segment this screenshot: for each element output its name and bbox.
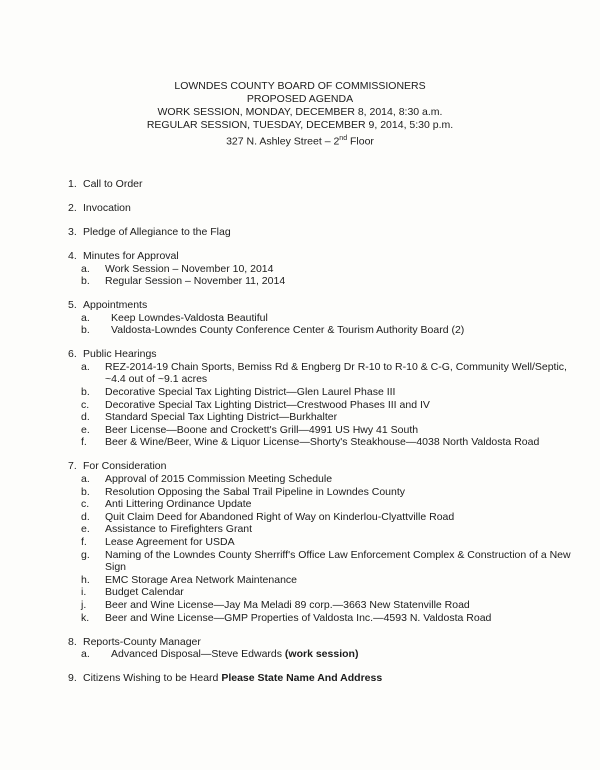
section-number: 7. [68,460,77,473]
agenda-item: b. Valdosta-Lowndes County Conference Center & Tourism Authority Board (2) [81,324,465,337]
address-superscript: nd [339,135,348,142]
section-title: Minutes for Approval [83,249,179,262]
agenda-item: f. Beer & Wine/Beer, Wine & Liquor License—Shorty's Steakhouse—4038 North Valdosta Road [81,436,540,449]
section-number: 6. [68,348,77,361]
citizens-instruction: Please State Name And Address [221,672,383,685]
section-title: Call to Order [83,178,143,190]
section-title: Appointments [83,299,148,312]
agenda-item: c. Decorative Special Tax Lighting District—Crestwood Phases III and IV [81,398,430,411]
section-title: Reports-County Manager [83,635,201,648]
section-title: Citizens Wishing to be Heard [83,672,222,685]
address-text: 327 N. Ashley Street – 2 [226,135,340,148]
agenda-section-5 [68,299,588,337]
agenda-section-7 [68,460,588,624]
section-number: 9. [68,672,77,685]
agenda-item: b. Regular Session – November 11, 2014 [81,275,286,288]
agenda-item: a. Advanced Disposal—Steve Edwards (work session) [81,648,359,661]
agenda-item: b. Decorative Special Tax Lighting District—Glen Laurel Phase III [81,386,396,399]
agenda-item: a. Keep Lowndes-Valdosta Beautiful [81,311,268,324]
agenda-item: i. Budget Calendar [81,586,184,599]
agenda-item: c. Anti Littering Ordinance Update [81,498,252,511]
work-session-note: (work session) [284,648,359,661]
header-line-1: LOWNDES COUNTY BOARD OF COMMISSIONERS [174,80,426,92]
section-number: 1. [68,178,77,190]
section-number: 2. [68,201,77,214]
section-number: 4. [68,249,77,262]
agenda-section-3 [68,226,588,239]
agenda-section-4 [68,250,588,288]
section-number: 5. [68,299,77,312]
agenda-item: b. Resolution Opposing the Sabal Trail Pipeline in Lowndes County [81,485,406,498]
agenda-header [0,80,600,149]
header-line-4: REGULAR SESSION, TUESDAY, DECEMBER 9, 2014, 5:30 p.m. [146,119,454,131]
agenda-item: d. Standard Special Tax Lighting District—Burkhalter [81,411,338,424]
agenda-item: a. Approval of 2015 Commission Meeting Schedule [81,473,333,486]
section-title: Pledge of Allegiance to the Flag [83,225,231,238]
section-number: 8. [68,635,77,648]
agenda-item: f. Lease Agreement for USDA [81,536,235,548]
agenda-item: h. EMC Storage Area Network Maintenance [81,573,298,586]
agenda-section-6 [68,348,588,449]
section-number: 3. [68,225,77,238]
agenda-section-1 [68,178,588,191]
agenda-item: e. Assistance to Firefighters Grant [81,523,253,536]
agenda-list [68,178,588,696]
agenda-item: a. REZ-2014-19 Chain Sports, Bemiss Rd & Engberg Dr R-10 to R-10 & C-G, Community Well/Septic, ~4.4 out of ~9.1 acres [81,360,567,386]
address-floor: Floor [347,135,374,148]
header-line-3: WORK SESSION, MONDAY, DECEMBER 8, 2014, 8:30 a.m. [157,106,443,118]
section-title: Public Hearings [83,348,157,361]
agenda-section-9 [68,672,588,685]
agenda-item: g. Naming of the Lowndes County Sherriff's Office Law Enforcement Complex & Construction of a New Sign [81,548,571,574]
section-title: Invocation [83,201,131,214]
header-line-5 [0,132,600,149]
agenda-item: j. Beer and Wine License—Jay Ma Meladi 89 corp.—3663 New Statenville Road [81,598,470,611]
agenda-item: a. Work Session – November 10, 2014 [81,262,274,275]
section-title: For Consideration [83,460,167,473]
agenda-section-2 [68,202,588,215]
agenda-section-8 [68,636,588,661]
agenda-item: k. Beer and Wine License—GMP Properties of Valdosta Inc.—4593 N. Valdosta Road [81,611,492,624]
agenda-item: d. Quit Claim Deed for Abandoned Right of Way on Kinderlou-Clyattville Road [81,510,455,523]
header-line-2: PROPOSED AGENDA [246,93,354,105]
agenda-item: e. Beer License—Boone and Crockett's Grill—4991 US Hwy 41 South [81,423,419,436]
